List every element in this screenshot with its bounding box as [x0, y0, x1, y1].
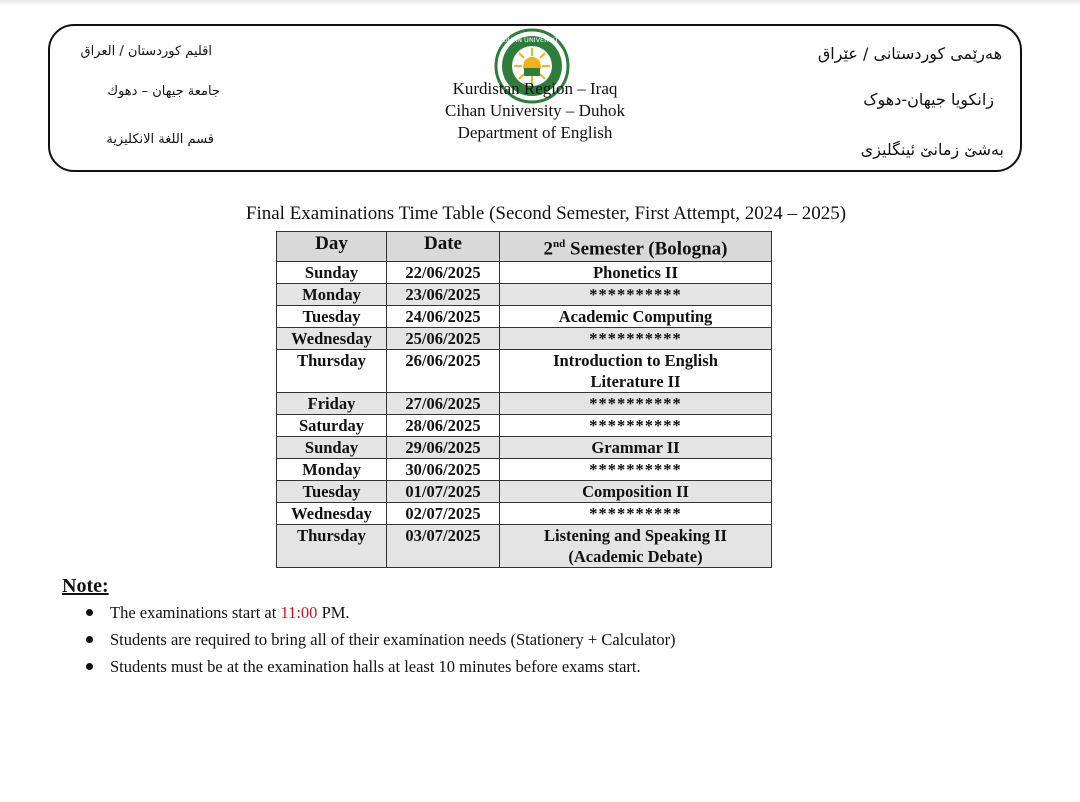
subject-text: ********** [589, 416, 682, 436]
note-list [62, 602, 676, 683]
column-header-date: Date [387, 232, 500, 262]
subject-cell [500, 350, 772, 393]
note-text: Students must be at the examination halls at least 10 minutes before exams start. [110, 657, 641, 676]
subject-text: ********** [589, 460, 682, 480]
day-cell: Sunday [277, 262, 387, 284]
subject-text-continued: (Academic Debate) [568, 547, 703, 567]
subject-text: ********** [589, 394, 682, 414]
table-row [277, 525, 772, 568]
note-item [62, 602, 676, 629]
day-cell: Wednesday [277, 328, 387, 350]
subject-text-continued: Literature II [590, 372, 681, 392]
subject-cell [500, 393, 772, 415]
note-text: Students are required to bring all of their examination needs (Stationery + Calculator) [110, 630, 676, 649]
arabic-region-line: اقليم كوردستان / العراق [80, 44, 212, 59]
table-header-row [277, 232, 772, 262]
subject-cell [500, 306, 772, 328]
date-cell: 22/06/2025 [387, 262, 500, 284]
day-cell: Tuesday [277, 306, 387, 328]
subject-cell [500, 481, 772, 503]
bullet-icon [86, 636, 93, 643]
table-row [277, 393, 772, 415]
note-heading: Note: [62, 575, 109, 597]
note-text-end: PM. [317, 603, 350, 622]
arabic-university-line: جامعة جيهان – دهوك [107, 84, 220, 99]
column-header-semester [500, 232, 772, 262]
page-title: Final Examinations Time Table (Second Semester, First Attempt, 2024 – 2025) [245, 203, 847, 224]
table-row [277, 328, 772, 350]
subject-text: Listening and Speaking II [544, 526, 727, 546]
date-cell: 29/06/2025 [387, 437, 500, 459]
day-cell: Tuesday [277, 481, 387, 503]
bullet-icon [86, 609, 93, 616]
date-cell: 25/06/2025 [387, 328, 500, 350]
date-cell: 26/06/2025 [387, 350, 500, 393]
table-row [277, 262, 772, 284]
start-time: 11:00 [280, 603, 318, 622]
subject-text: Phonetics II [593, 263, 678, 283]
kurdish-department-line: بەشێ زمانێ ئینگلیزی [860, 140, 1004, 159]
page-edge [0, 0, 1080, 6]
english-region-line: Kurdistan Region – Iraq [452, 79, 618, 98]
date-cell: 03/07/2025 [387, 525, 500, 568]
day-cell: Wednesday [277, 503, 387, 525]
subject-text: ********** [589, 285, 682, 305]
note-text: The examinations start at [110, 603, 281, 622]
table-row [277, 284, 772, 306]
subject-cell [500, 437, 772, 459]
subject-text: Introduction to English [553, 351, 718, 371]
table-row [277, 437, 772, 459]
table-row [277, 503, 772, 525]
column-header-day: Day [277, 232, 387, 262]
exam-timetable [276, 231, 772, 568]
semester-label: Semester (Bologna) [565, 238, 728, 260]
day-cell: Friday [277, 393, 387, 415]
bullet-icon [86, 663, 93, 670]
subject-cell [500, 415, 772, 437]
day-cell: Monday [277, 284, 387, 306]
table-row [277, 481, 772, 503]
kurdish-region-line: هەرێمی کوردستانی / عێراق [817, 44, 1002, 63]
note-item [62, 656, 676, 683]
date-cell: 24/06/2025 [387, 306, 500, 328]
subject-cell [500, 284, 772, 306]
subject-text: ********** [589, 329, 682, 349]
subject-cell [500, 262, 772, 284]
english-letterhead [380, 78, 690, 144]
date-cell: 27/06/2025 [387, 393, 500, 415]
date-cell: 02/07/2025 [387, 503, 500, 525]
arabic-department-line: قسم اللغة الانكليزية [106, 132, 214, 147]
kurdish-university-line: زانکویا جیهان-دهوک [863, 90, 994, 109]
day-cell: Monday [277, 459, 387, 481]
seal-text: CIHAN UNIVERSITY [501, 36, 563, 44]
table-row [277, 459, 772, 481]
semester-number: 2 [543, 238, 554, 260]
day-cell: Thursday [277, 350, 387, 393]
date-cell: 01/07/2025 [387, 481, 500, 503]
day-cell: Saturday [277, 415, 387, 437]
subject-cell [500, 525, 772, 568]
date-cell: 30/06/2025 [387, 459, 500, 481]
note-item [62, 629, 676, 656]
date-cell: 23/06/2025 [387, 284, 500, 306]
english-department-line: Department of English [457, 123, 613, 142]
table-row [277, 350, 772, 393]
subject-text: Composition II [582, 482, 689, 502]
subject-cell [500, 459, 772, 481]
subject-cell [500, 503, 772, 525]
day-cell: Sunday [277, 437, 387, 459]
subject-cell [500, 328, 772, 350]
english-university-line: Cihan University – Duhok [445, 101, 625, 120]
subject-text: Academic Computing [558, 307, 713, 327]
subject-text: ********** [589, 504, 682, 524]
table-row [277, 415, 772, 437]
table-row [277, 306, 772, 328]
date-cell: 28/06/2025 [387, 415, 500, 437]
subject-text: Grammar II [591, 438, 680, 458]
day-cell: Thursday [277, 525, 387, 568]
semester-ordinal: nd [553, 238, 566, 250]
